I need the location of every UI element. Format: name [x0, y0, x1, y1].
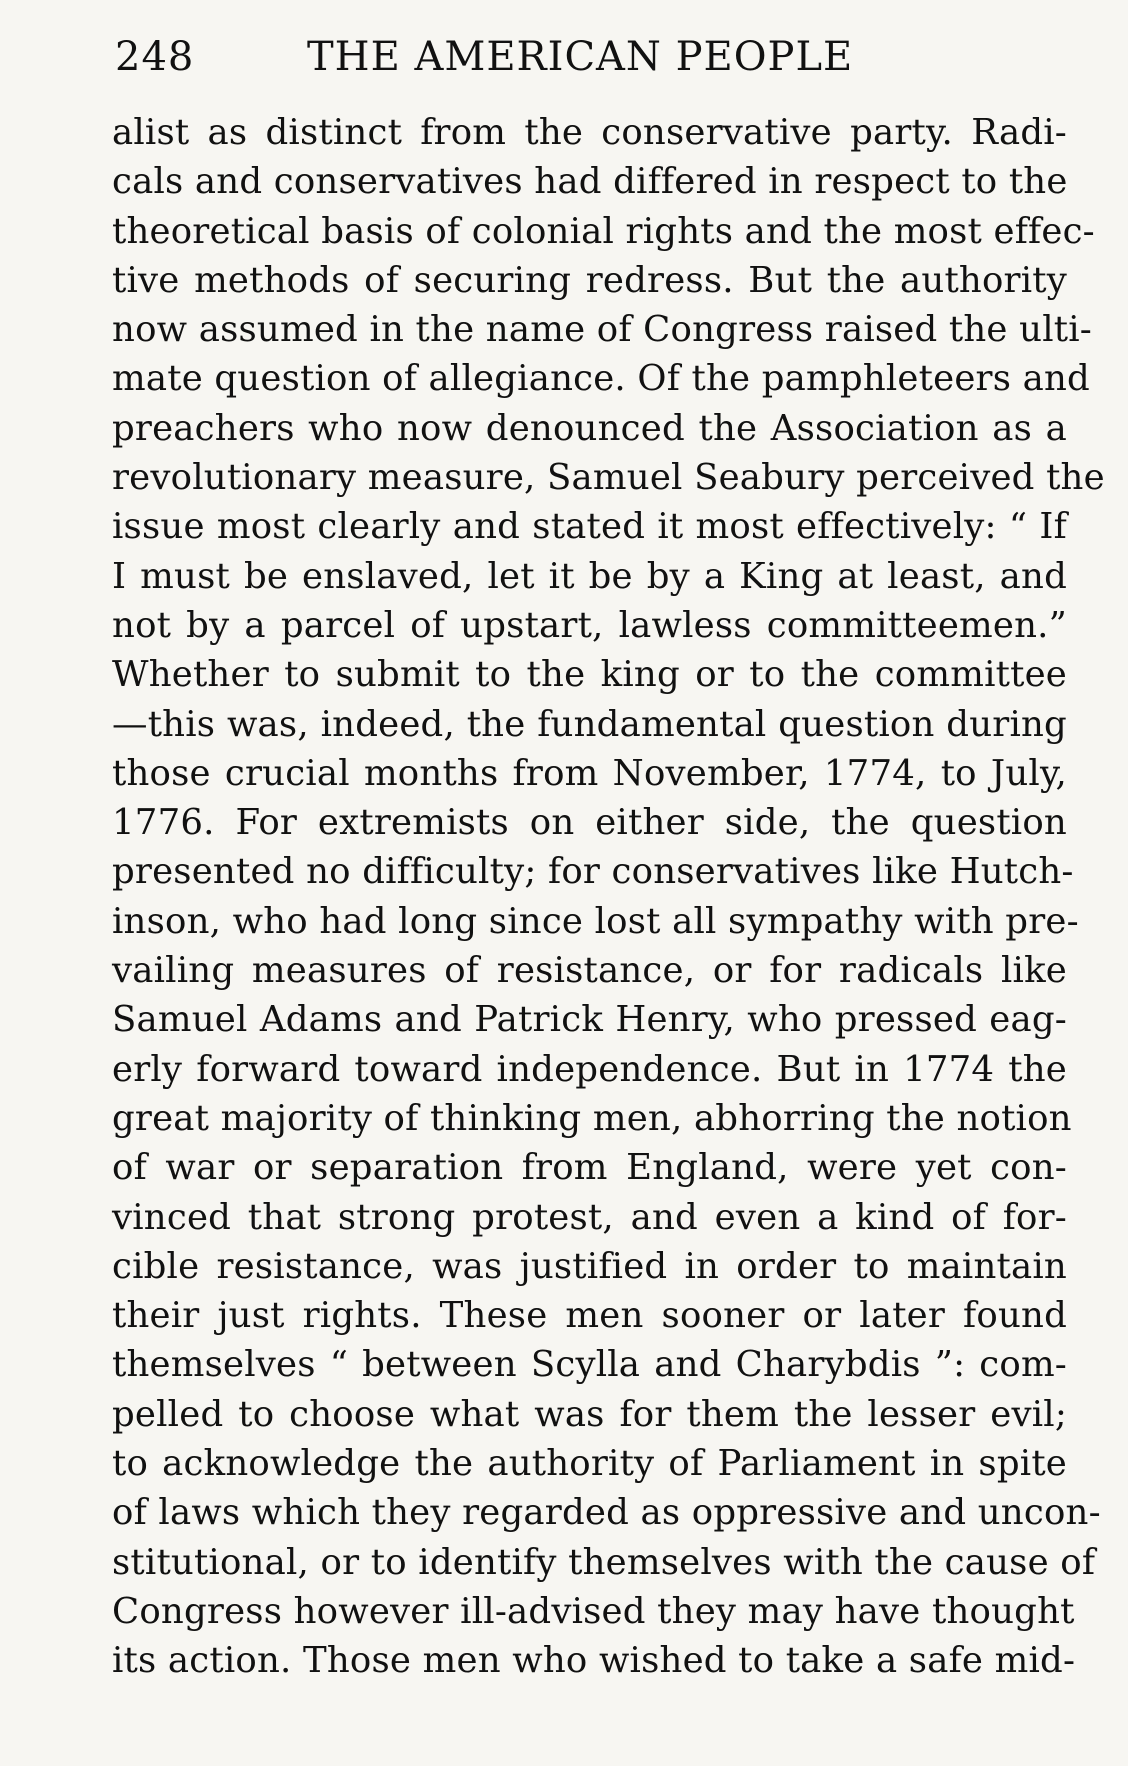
- text-line: I must be enslaved, let it be by a King at least, and: [112, 555, 1067, 597]
- text-line: to acknowledge the authority of Parliament in spite: [112, 1443, 1067, 1485]
- text-line: issue most clearly and stated it most effectively: “ If: [112, 506, 1067, 548]
- text-line: those crucial months from November, 1774, to July,: [112, 752, 1067, 794]
- text-line: not by a parcel of upstart, lawless committeemen.”: [112, 604, 1067, 646]
- page-header: [115, 28, 905, 84]
- running-head: THE AMERICAN PEOPLE: [307, 34, 854, 80]
- text-line: their just rights. These men sooner or later found: [112, 1295, 1067, 1337]
- text-line: cals and conservatives had differed in respect to the: [112, 161, 1068, 203]
- text-line: mate question of allegiance. Of the pamphleteers and: [112, 358, 1090, 400]
- text-line: Congress however ill-advised they may have thought: [112, 1590, 1075, 1632]
- text-line: presented no difficulty; for conservatives like Hutch-: [112, 851, 1074, 893]
- text-line: tive methods of securing redress. But the authority: [112, 259, 1067, 301]
- text-line: its action. Those men who wished to take a safe mid-: [112, 1640, 1076, 1682]
- text-line: —this was, indeed, the fundamental question during: [112, 703, 1067, 745]
- text-line: themselves “ between Scylla and Charybdis ”: com-: [112, 1344, 1067, 1386]
- text-line: Samuel Adams and Patrick Henry, who pressed eag-: [112, 999, 1067, 1041]
- text-line: pelled to choose what was for them the lesser evil;: [112, 1393, 1067, 1435]
- text-line: of laws which they regarded as oppressive and uncon-: [112, 1492, 1101, 1534]
- text-line: 1776. For extremists on either side, the question: [112, 802, 1067, 844]
- text-line: alist as distinct from the conservative party. Radi-: [112, 112, 1067, 153]
- text-line: of war or separation from England, were yet con-: [112, 1147, 1067, 1189]
- body-text: [112, 108, 1105, 1686]
- text-line: inson, who had long since lost all sympathy with pre-: [112, 900, 1079, 942]
- text-line: theoretical basis of colonial rights and the most effec-: [112, 210, 1095, 252]
- text-line: Whether to submit to the king or to the committee: [112, 654, 1067, 696]
- text-line: preachers who now denounced the Association as a: [112, 407, 1067, 449]
- text-line: vinced that strong protest, and even a kind of for-: [112, 1196, 1067, 1238]
- text-line: erly forward toward independence. But in 1774 the: [112, 1048, 1067, 1090]
- page-number: 248: [115, 34, 195, 80]
- text-line: cible resistance, was justified in order to maintain: [112, 1245, 1067, 1287]
- text-line: vailing measures of resistance, or for radicals like: [112, 950, 1067, 992]
- text-line: stitutional, or to identify themselves with the cause of: [112, 1541, 1096, 1583]
- text-line: revolutionary measure, Samuel Seabury perceived the: [112, 457, 1105, 499]
- text-line: great majority of thinking men, abhorring the notion: [112, 1097, 1072, 1139]
- text-line: now assumed in the name of Congress raised the ulti-: [112, 309, 1092, 351]
